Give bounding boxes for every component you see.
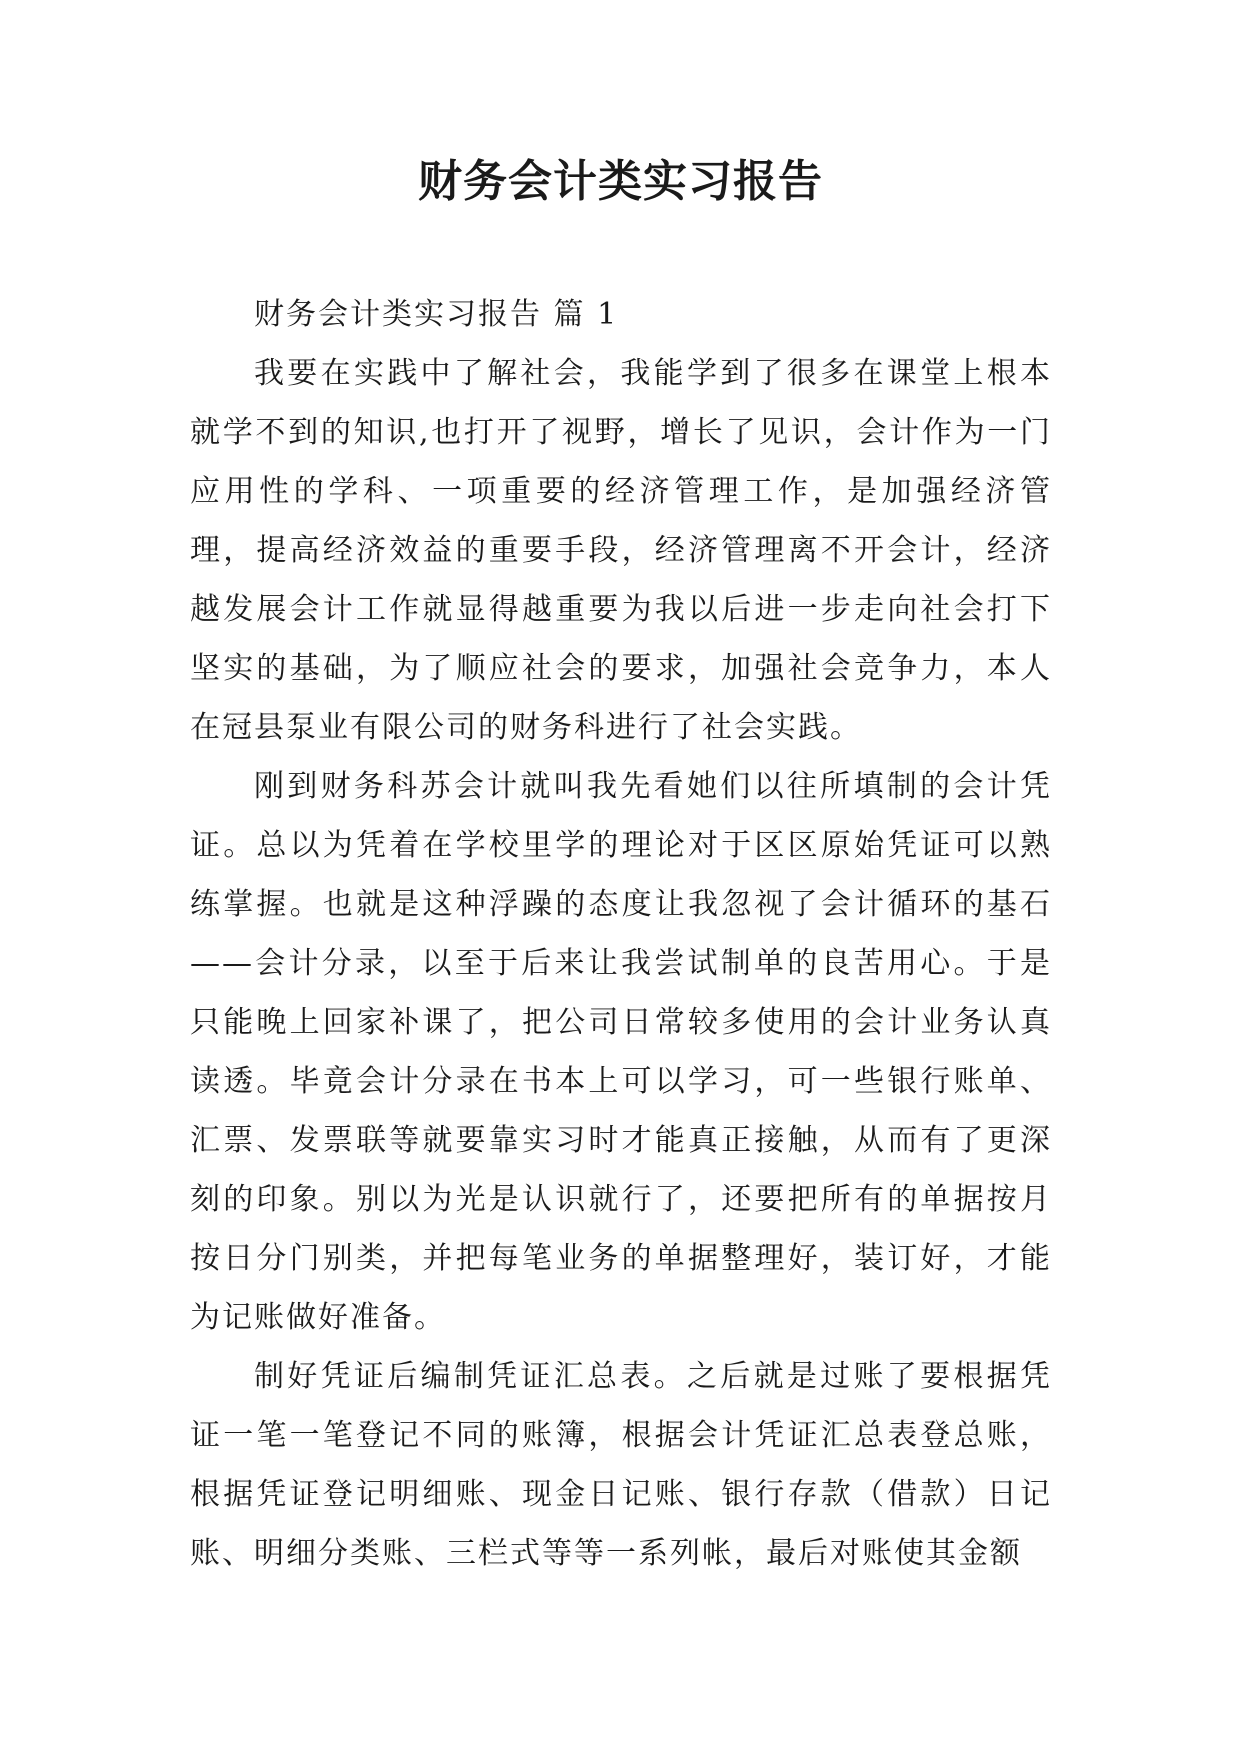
document-title: 财务会计类实习报告 — [418, 156, 823, 207]
document-body — [190, 285, 1052, 1583]
paragraph-3: 制好凭证后编制凭证汇总表。之后就是过账了要根据凭证一笔一笔登记不同的账簿，根据会计凭证汇总表登总账，根据凭证登记明细账、现金日记账、银行存款（借款）日记账、明细分类账、三栏式等等一系列帐，最后对账使其金额 — [190, 1359, 1052, 1571]
paragraph-2: 刚到财务科苏会计就叫我先看她们以往所填制的会计凭证。总以为凭着在学校里学的理论对于区区原始凭证可以熟练掌握。也就是这种浮躁的态度让我忽视了会计循环的基石——会计分录，以至于后来让我尝试制单的良苦用心。于是只能晚上回家补课了，把公司日常较多使用的会计业务认真读透。毕竟会计分录在书本上可以学习，可一些银行账单、汇票、发票联等就要靠实习时才能真正接触，从而有了更深刻的印象。别以为光是认识就行了，还要把所有的单据按月按日分门别类，并把每笔业务的单据整理好，装订好，才能为记账做好准备。 — [190, 769, 1052, 1335]
section-heading: 财务会计类实习报告 篇 1 — [254, 297, 619, 332]
paragraph-1: 我要在实践中了解社会，我能学到了很多在课堂上根本就学不到的知识,也打开了视野，增长了见识，会计作为一门应用性的学科、一项重要的经济管理工作，是加强经济管理，提高经济效益的重要手段，经济管理离不开会计，经济越发展会计工作就显得越重要为我以后进一步走向社会打下坚实的基础，为了顺应社会的要求，加强社会竞争力，本人在冠县泵业有限公司的财务科进行了社会实践。 — [190, 356, 1052, 745]
